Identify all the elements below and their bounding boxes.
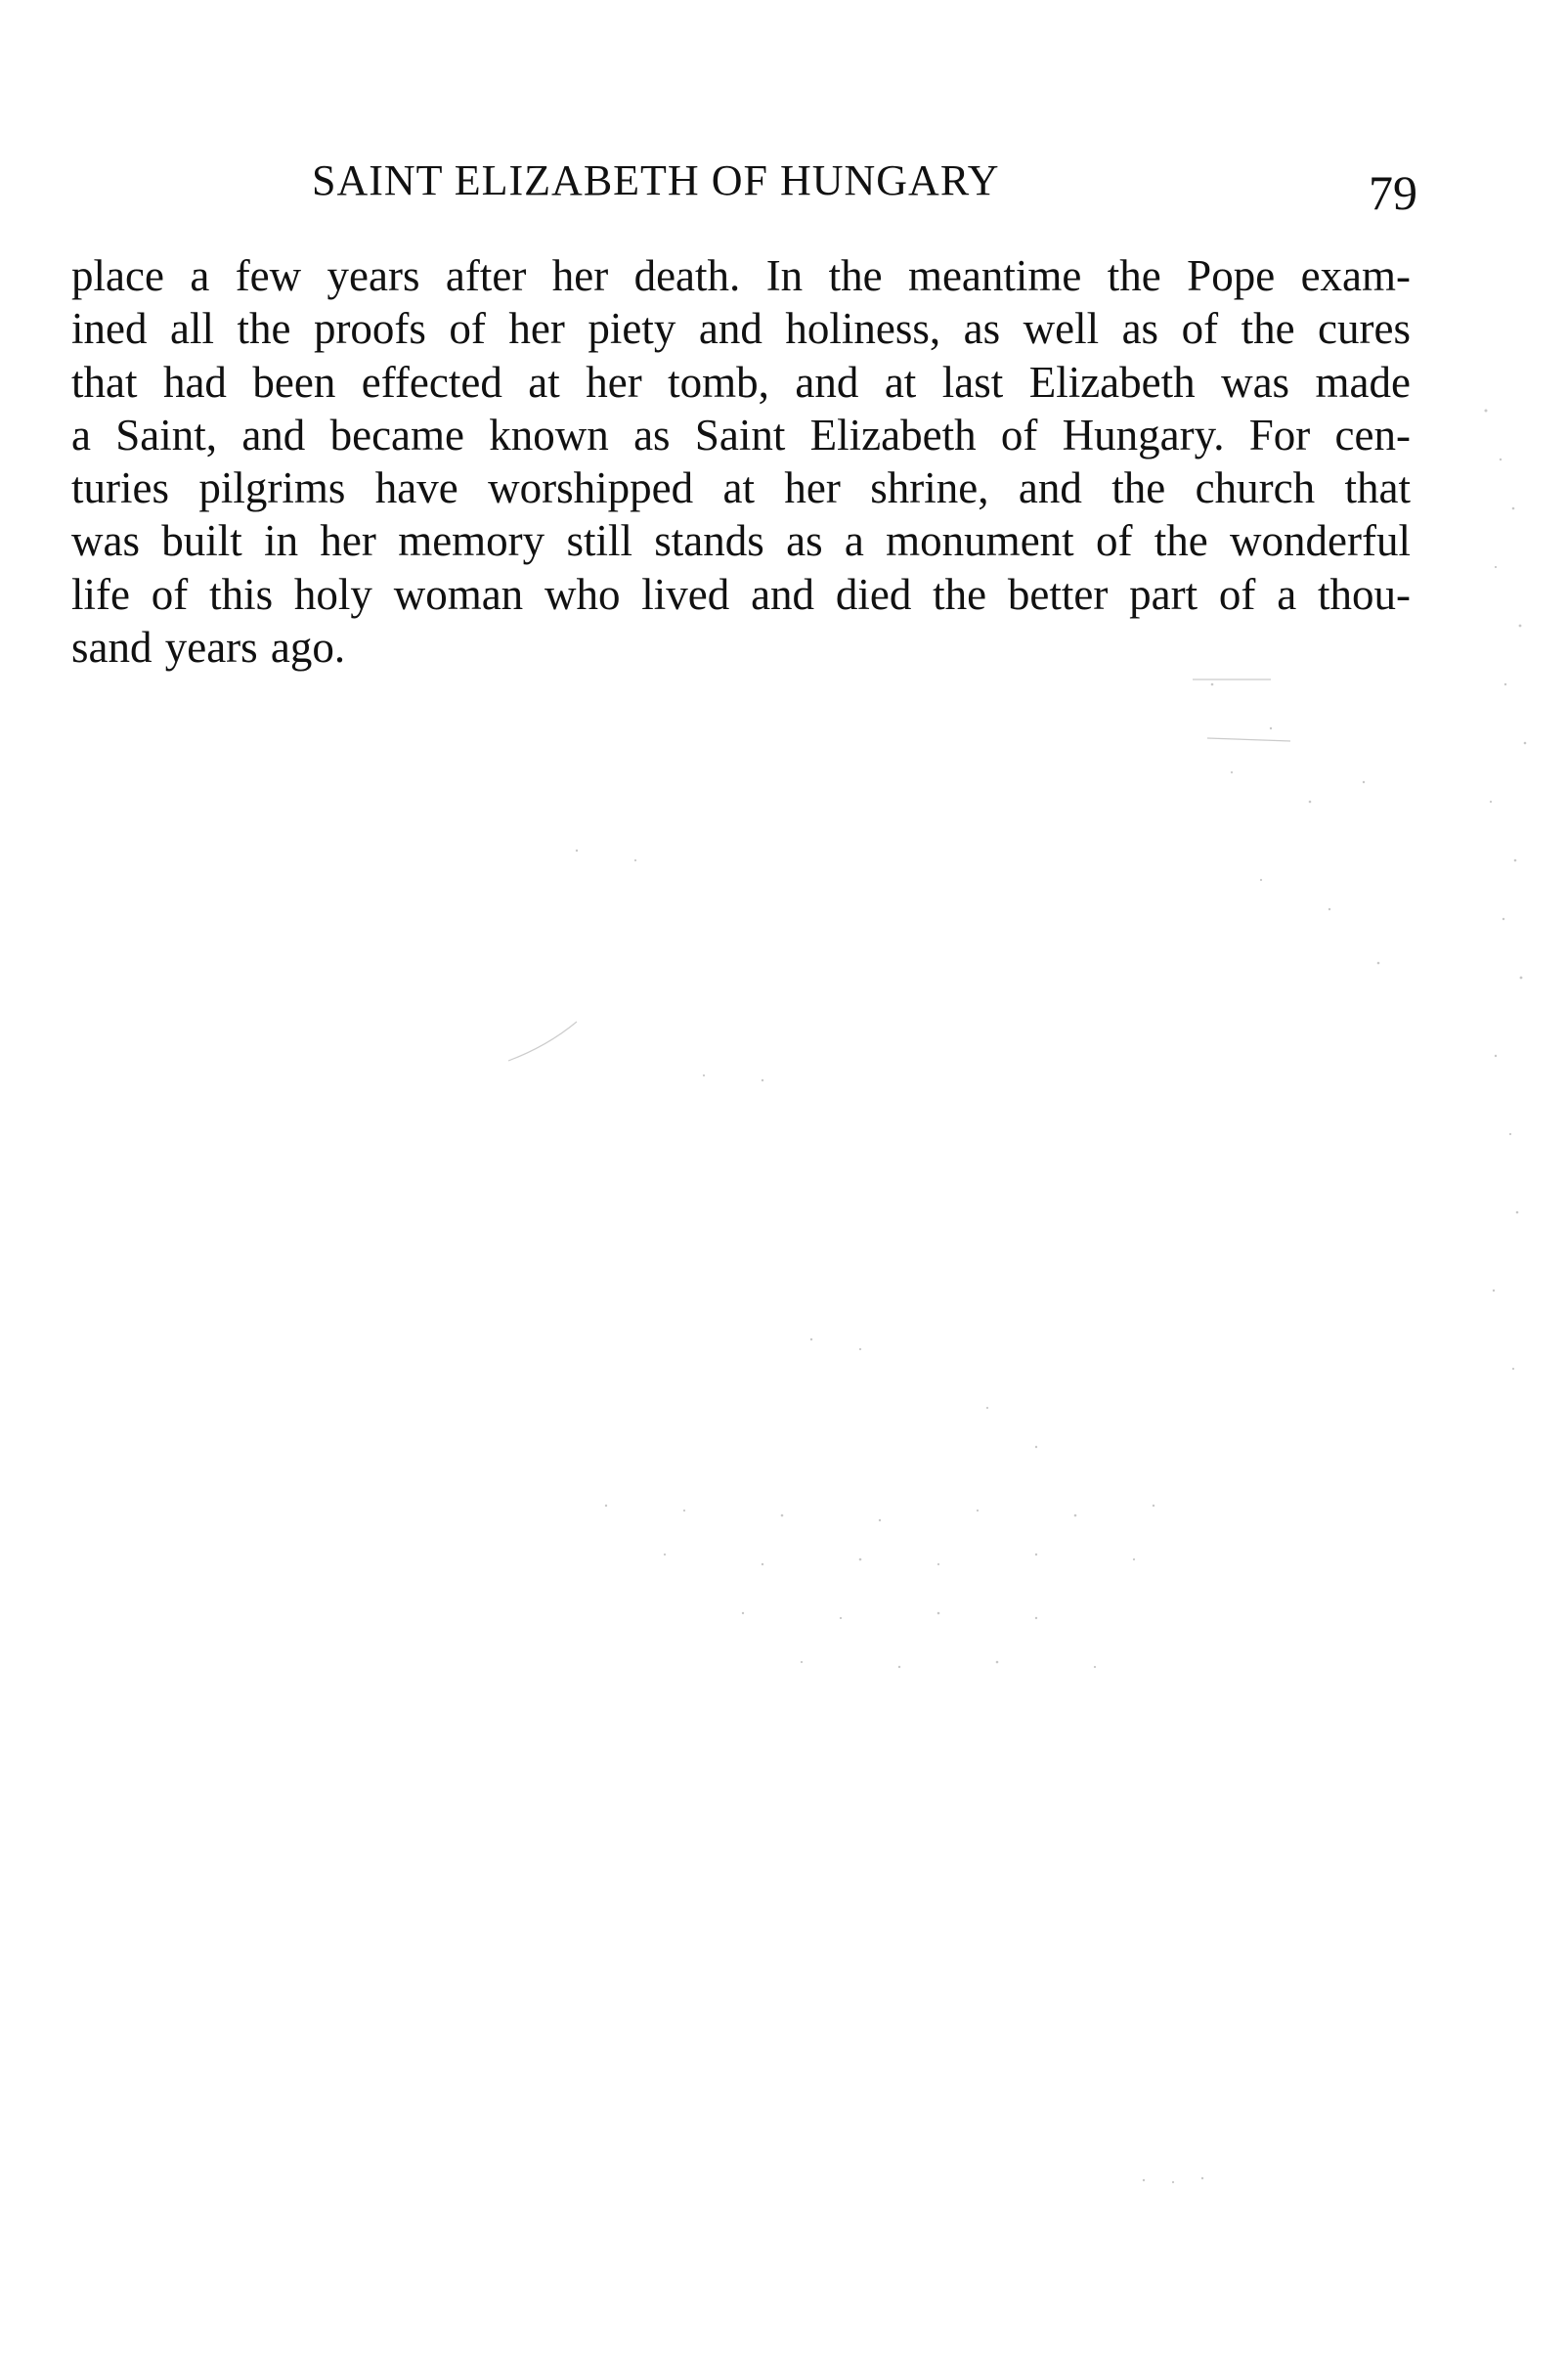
text-line: sand years ago. <box>71 623 346 673</box>
page-number: 79 <box>1369 165 1417 220</box>
body-paragraph <box>71 249 1411 674</box>
text-line: place a few years after her death. In the meantime the Pope exam- <box>71 251 1411 300</box>
text-line: that had been effected at her tomb, and at last Elizabeth was made <box>71 357 1411 407</box>
text-line: turies pilgrims have worshipped at her shrine, and the church that <box>71 463 1411 513</box>
running-head <box>71 152 1417 220</box>
text-line: ined all the proofs of her piety and holiness, as well as of the cures <box>71 304 1411 354</box>
running-title: SAINT ELIZABETH OF HUNGARY <box>312 156 1000 204</box>
text-line: was built in her memory still stands as a monument of the wonderful <box>71 516 1411 566</box>
text-line: life of this holy woman who lived and died the better part of a thou- <box>71 569 1411 619</box>
text-line: a Saint, and became known as Saint Elizabeth of Hungary. For cen- <box>71 410 1411 460</box>
